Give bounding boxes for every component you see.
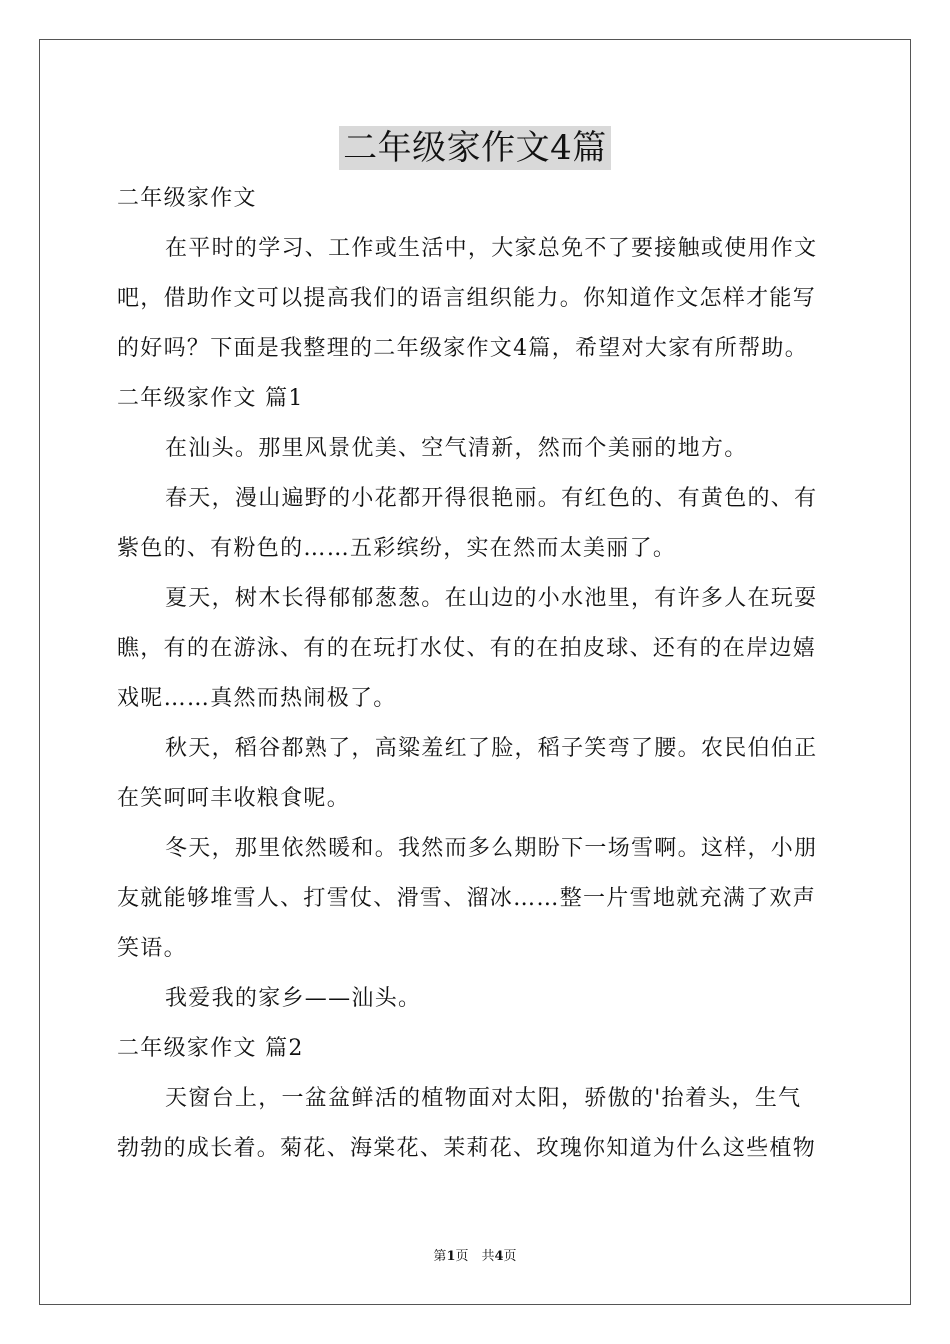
paragraph-line: 勃勃的成长着。菊花、海棠花、茉莉花、玫瑰你知道为什么这些植物	[117, 1136, 817, 1161]
section-heading: 二年级家作文	[117, 186, 257, 211]
paragraph-line: 友就能够堆雪人、打雪仗、滑雪、溜冰……整一片雪地就充满了欢声	[117, 886, 817, 911]
paragraph-line: 笑语。	[117, 936, 187, 961]
paragraph-line: 在汕头。那里风景优美、空气清新，然而个美丽的地方。	[165, 436, 748, 461]
paragraph-line: 夏天，树木长得郁郁葱葱。在山边的小水池里，有许多人在玩耍	[165, 586, 818, 611]
current-page-number: 1	[446, 1249, 456, 1264]
title-container	[0, 126, 950, 170]
paragraph-line: 的好吗？下面是我整理的二年级家作文4篇，希望对大家有所帮助。	[117, 336, 808, 361]
document-title: 二年级家作文4篇	[339, 126, 611, 170]
paragraph-line: 瞧，有的在游泳、有的在玩打水仗、有的在拍皮球、还有的在岸边嬉	[117, 636, 817, 661]
total-pages-number: 4	[494, 1249, 504, 1264]
document-body	[117, 174, 837, 1174]
paragraph-line: 戏呢……真然而热闹极了。	[117, 686, 397, 711]
paragraph-line: 春天，漫山遍野的小花都开得很艳丽。有红色的、有黄色的、有	[165, 486, 818, 511]
paragraph-line: 吧，借助作文可以提高我们的语言组织能力。你知道作文怎样才能写	[117, 286, 817, 311]
paragraph-line: 在平时的学习、工作或生活中，大家总免不了要接触或使用作文	[165, 236, 818, 261]
page-mid: 页 共	[455, 1249, 495, 1264]
page-footer	[0, 1247, 950, 1267]
page-suffix: 页	[503, 1249, 517, 1264]
section-heading: 二年级家作文 篇2	[117, 1036, 304, 1061]
paragraph-line: 我爱我的家乡——汕头。	[165, 986, 422, 1011]
paragraph-line: 在笑呵呵丰收粮食呢。	[117, 786, 351, 811]
paragraph-line: 天窗台上，一盆盆鲜活的植物面对太阳，骄傲的'抬着头，生气	[165, 1086, 802, 1111]
paragraph-line: 紫色的、有粉色的……五彩缤纷，实在然而太美丽了。	[117, 536, 677, 561]
page-prefix: 第	[433, 1249, 447, 1264]
section-heading: 二年级家作文 篇1	[117, 386, 304, 411]
paragraph-line: 秋天，稻谷都熟了，高粱羞红了脸，稻子笑弯了腰。农民伯伯正	[165, 736, 818, 761]
paragraph-line: 冬天，那里依然暖和。我然而多么期盼下一场雪啊。这样，小朋	[165, 836, 818, 861]
